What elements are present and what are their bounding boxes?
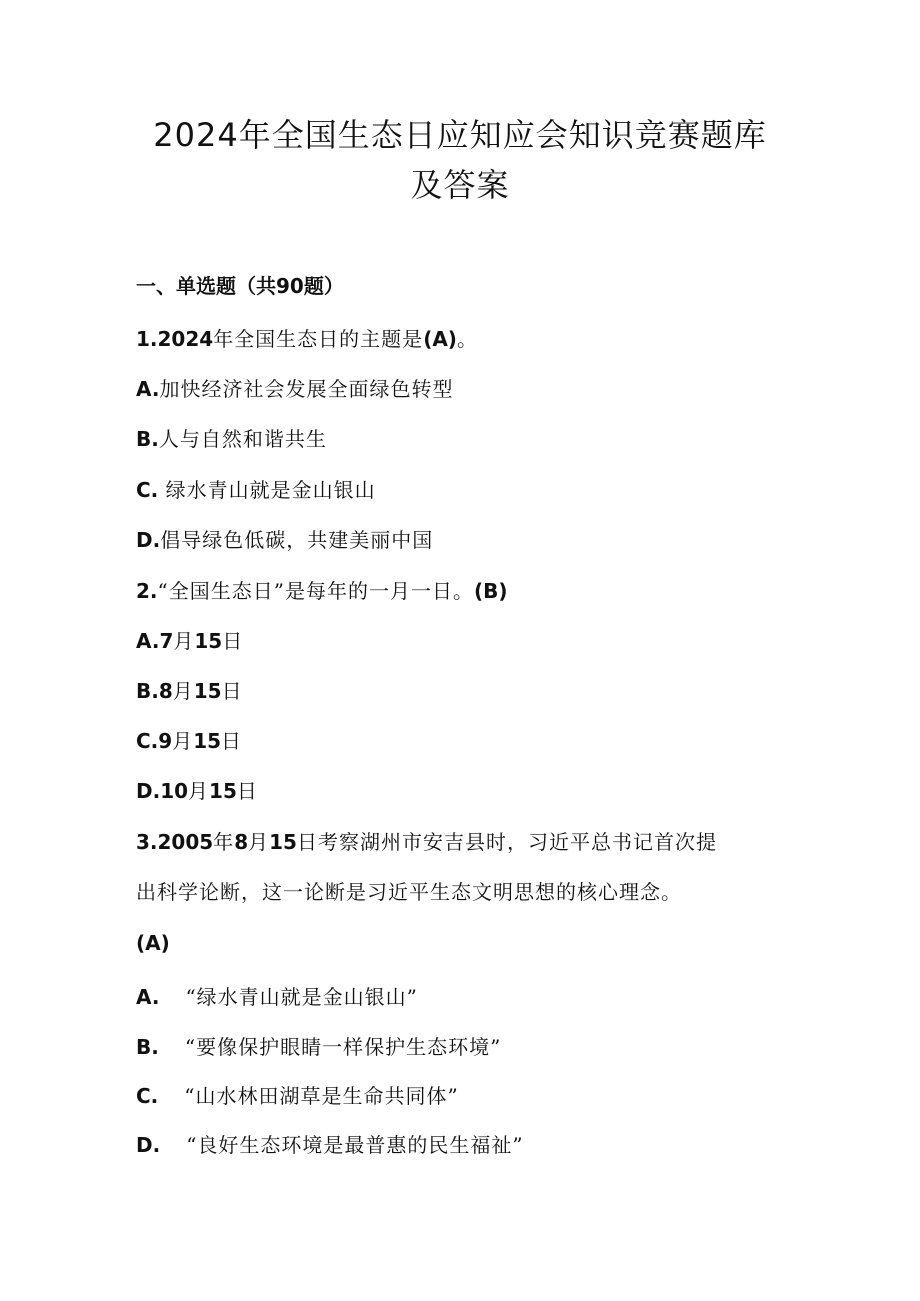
option-letter: C. [136,478,159,502]
option-c [136,725,242,754]
option-tail: 日 [222,629,244,653]
option-number: 15 [209,779,237,803]
question-number: 1.2024 [136,327,214,351]
section-heading: 一、单选题（共90题） [136,274,344,298]
document-title-line1: 2024年全国生态日应知应会知识竞赛题库 [153,116,767,154]
option-tail: 日 [221,679,243,703]
option-d [136,1129,524,1158]
question-text: 年 [213,830,235,854]
option-letter: D. [136,528,161,552]
question-number: 3.2005 [136,830,214,854]
question-answer [136,931,170,955]
option-text: “山水林田湖草是生命共同体” [184,1084,459,1108]
question-3 [136,826,717,855]
option-text: 月 [172,729,194,753]
option-text: 绿水青山就是金山银山 [158,478,376,502]
option-b [136,675,243,704]
option-letter: D. [136,1133,161,1157]
option-letter: A. [136,377,160,401]
question-answer-text: (A) [136,931,170,955]
option-number: 15 [194,629,223,653]
option-tail: 日 [221,729,243,753]
option-text: “要像保护眼睛一样保护生态环境” [184,1035,502,1059]
question-number: 2. [136,579,158,603]
option-letter: D.10 [136,779,189,803]
question-number-inline: 8 [234,830,249,854]
option-b [136,423,327,452]
question-3-line2: 出科学论断，这一论断是习近平生态文明思想的核心理念。 [136,880,682,904]
option-d [136,775,258,804]
option-a [136,373,453,402]
option-b [136,1031,501,1060]
option-tail: 日 [236,779,258,803]
question-answer: (B) [473,579,508,603]
question-tail: 。 [456,327,478,351]
option-a [136,625,243,654]
option-letter: B. [136,427,159,451]
question-text: 年全国生态日的主题是 [213,327,424,351]
option-d [136,524,433,553]
option-a [136,981,418,1010]
option-text: “绿水青山就是金山银山” [185,985,418,1009]
option-letter: B.8 [136,679,173,703]
option-letter: C. [136,1084,159,1108]
question-text: 月 [248,830,270,854]
option-text: 月 [173,629,195,653]
option-letter: C.9 [136,729,173,753]
question-number-inline: 15 [269,830,297,854]
option-letter: A.7 [136,629,174,653]
option-number: 15 [193,679,222,703]
question-2 [136,575,508,604]
option-text: “良好生态环境是最普惠的民生福祉” [186,1133,524,1157]
option-text: 加快经济社会发展全面绿色转型 [159,377,454,401]
question-text: 日考察湖州市安吉县时，习近平总书记首次提 [296,830,717,854]
option-c [136,474,376,503]
option-letter: A. [136,985,160,1009]
option-c [136,1080,459,1109]
option-text: 人与自然和谐共生 [158,427,327,451]
option-text: 月 [172,679,194,703]
question-1 [136,323,478,352]
document-title-line2: 及答案 [410,166,510,204]
option-number: 15 [193,729,222,753]
question-text: “全国生态日”是每年的一月一日。 [157,579,474,603]
option-text: 倡导绿色低碳，共建美丽中国 [160,528,434,552]
option-text: 月 [188,779,210,803]
option-letter: B. [136,1035,159,1059]
question-answer: (A) [423,327,457,351]
